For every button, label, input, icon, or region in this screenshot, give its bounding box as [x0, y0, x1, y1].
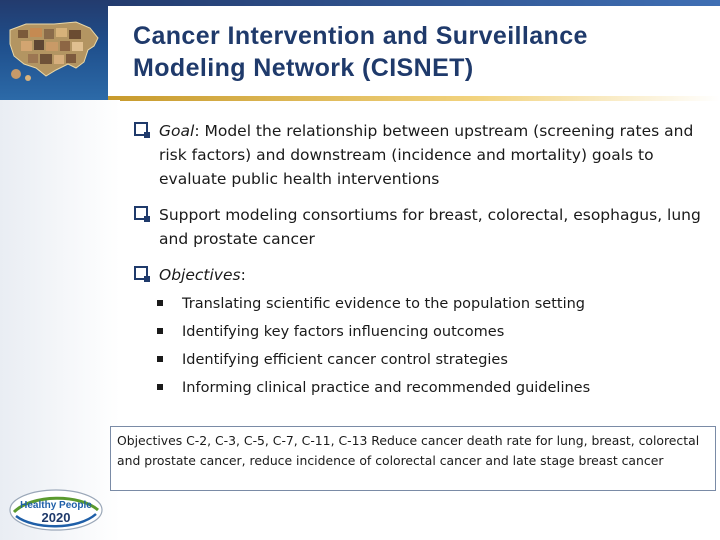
bullet-objectives — [134, 263, 714, 287]
objective-text: Informing clinical practice and recommended guidelines — [182, 380, 591, 396]
bullet-goal — [134, 119, 714, 191]
logo-line-2: 2020 — [41, 510, 71, 525]
goal-text: : Model the relationship between upstream (screening rates and risk factors) and downstream (incidence and mortality) goals to evaluate public health interventions — [159, 122, 694, 188]
objectives-suffix: : — [240, 266, 246, 284]
list-item — [157, 318, 717, 346]
square-bullet-icon — [157, 356, 163, 362]
checkbox-bullet-icon — [134, 266, 148, 280]
list-item — [157, 346, 717, 374]
square-bullet-icon — [157, 328, 163, 334]
goal-label: Goal — [159, 122, 195, 140]
square-bullet-icon — [157, 300, 163, 306]
logo-line-1: Healthy People — [20, 500, 92, 511]
objective-text: Translating scientific evidence to the population setting — [182, 296, 585, 312]
objectives-reference-text: Objectives C-2, C-3, C-5, C-7, C-11, C-13 Reduce cancer death rate for lung, breast, colorectal and prostate cancer, reduce incidence of colorectal cancer and late stage breast cancer — [117, 433, 700, 468]
healthy-people-2020-logo — [8, 488, 104, 532]
objective-text: Identifying efficient cancer control strategies — [182, 352, 508, 368]
objectives-label: Objectives — [159, 266, 241, 284]
objectives-sub-list — [157, 290, 717, 402]
bullet-support — [134, 203, 714, 251]
support-text: Support modeling consortiums for breast, colorectal, esophagus, lung and prostate cancer — [159, 206, 701, 248]
checkbox-bullet-icon — [134, 122, 148, 136]
objective-text: Identifying key factors influencing outcomes — [182, 324, 505, 340]
header-gold-rule — [108, 96, 720, 101]
side-panel — [0, 100, 120, 540]
square-bullet-icon — [157, 384, 163, 390]
list-item — [157, 374, 717, 402]
title-line-1: Cancer Intervention and Surveillance — [133, 22, 588, 50]
us-map-collage-icon — [6, 16, 102, 84]
objectives-reference-box — [110, 426, 716, 491]
list-item — [157, 290, 717, 318]
header-top-rule — [108, 0, 720, 6]
page-title — [133, 20, 713, 84]
bullet-list — [134, 119, 714, 299]
title-line-2: Modeling Network (CISNET) — [133, 54, 474, 82]
header-map-panel — [0, 0, 108, 100]
checkbox-bullet-icon — [134, 206, 148, 220]
